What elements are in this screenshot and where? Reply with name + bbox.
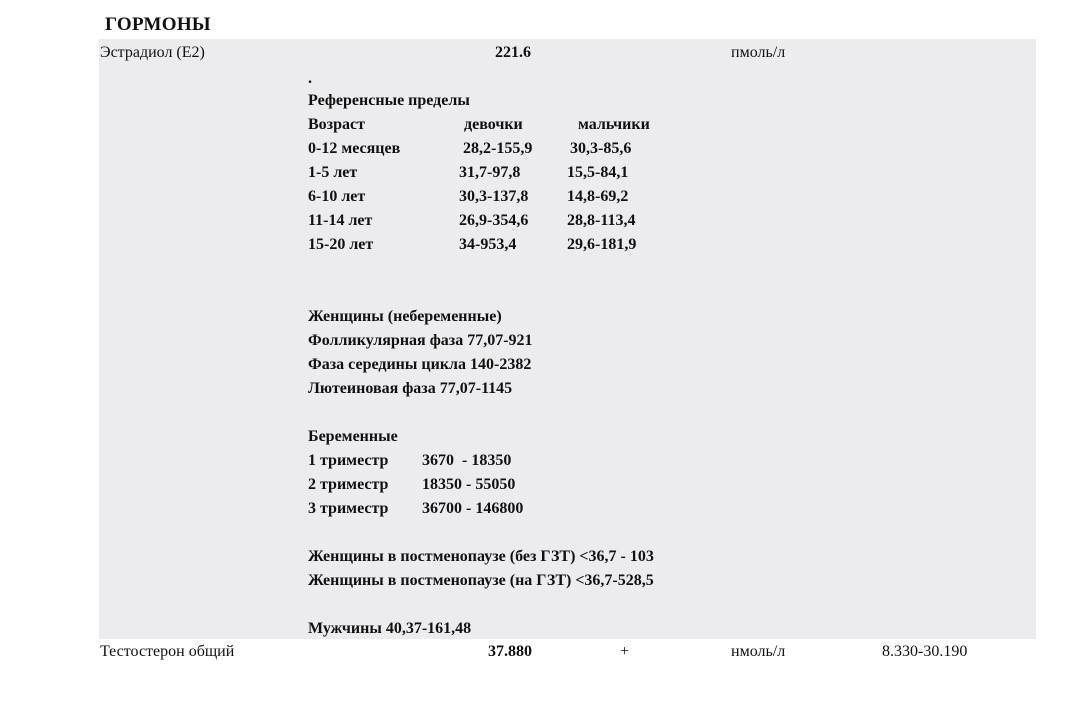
age-table-row-girls: 26,9-354,6	[459, 212, 529, 229]
pregnant-trimester: 2 триместр	[308, 476, 389, 493]
test-flag-testosterone: +	[620, 643, 630, 660]
pregnant-range: 18350 - 55050	[422, 476, 516, 493]
postmenopause-line: Женщины в постменопаузе (без ГЗТ) <36,7 - 103	[308, 548, 654, 565]
women-nonpregnant-line: Фаза середины цикла 140-2382	[308, 356, 532, 373]
men-range: Мужчины 40,37-161,48	[308, 620, 472, 637]
test-name-estradiol: Эстрадиол (E2)	[100, 44, 205, 61]
test-name-testosterone: Тестостерон общий	[100, 643, 235, 660]
age-table-row-age: 0-12 месяцев	[308, 140, 401, 157]
age-table-header-boys: мальчики	[578, 116, 650, 133]
postmenopause-line: Женщины в постменопаузе (на ГЗТ) <36,7-528,5	[308, 572, 654, 589]
age-table-row-boys: 15,5-84,1	[567, 164, 629, 181]
women-nonpregnant-line: Фолликулярная фаза 77,07-921	[308, 332, 533, 349]
test-unit-estradiol: пмоль/л	[731, 44, 786, 61]
age-table-row-age: 15-20 лет	[308, 236, 374, 253]
pregnant-title: Беременные	[308, 428, 398, 445]
age-table-header-age: Возраст	[308, 116, 365, 133]
age-table-row-girls: 30,3-137,8	[459, 188, 529, 205]
age-table-row-age: 1-5 лет	[308, 164, 358, 181]
pregnant-trimester: 1 триместр	[308, 452, 389, 469]
test-reference-testosterone: 8.330-30.190	[882, 643, 968, 660]
test-unit-testosterone: нмоль/л	[731, 643, 786, 660]
ref-title: Референсные пределы	[308, 92, 470, 109]
women-nonpregnant-line: Лютеиновая фаза 77,07-1145	[308, 380, 513, 397]
age-table-row-girls: 34-953,4	[459, 236, 517, 253]
age-table-row-boys: 14,8-69,2	[567, 188, 629, 205]
section-title: ГОРМОНЫ	[105, 14, 211, 35]
test-value-testosterone: 37.880	[488, 643, 532, 660]
pregnant-trimester: 3 триместр	[308, 500, 389, 517]
women-nonpregnant-title: Женщины (небеременные)	[308, 308, 502, 325]
age-table-row-boys: 29,6-181,9	[567, 236, 637, 253]
age-table-row-age: 6-10 лет	[308, 188, 366, 205]
test-value-estradiol: 221.6	[495, 44, 531, 61]
pregnant-range: 3670 - 18350	[422, 452, 512, 469]
ref-dot: .	[308, 70, 312, 87]
age-table-row-girls: 28,2-155,9	[463, 140, 533, 157]
age-table-row-age: 11-14 лет	[308, 212, 373, 229]
pregnant-range: 36700 - 146800	[422, 500, 524, 517]
age-table-row-girls: 31,7-97,8	[459, 164, 521, 181]
age-table-header-girls: девочки	[464, 116, 523, 133]
age-table-row-boys: 30,3-85,6	[570, 140, 632, 157]
age-table-row-boys: 28,8-113,4	[567, 212, 636, 229]
